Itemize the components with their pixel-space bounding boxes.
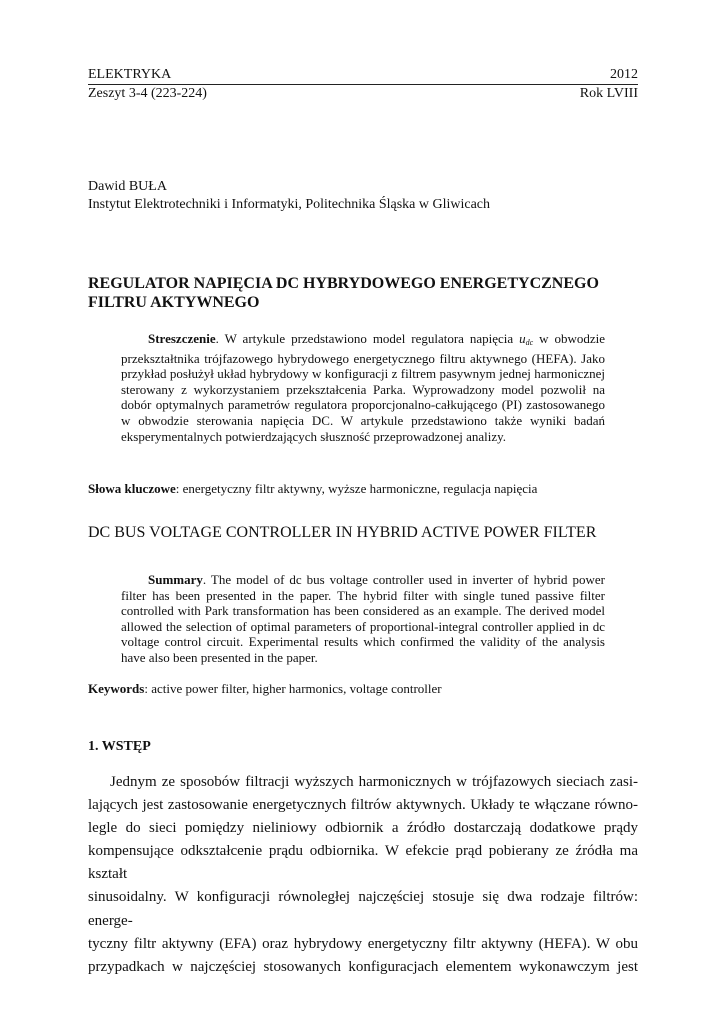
voltage-variable: u (519, 331, 526, 346)
journal-volume: Rok LVIII (579, 86, 638, 101)
abstract-polish-text-b: w obwodzie przekształtnika trójfazowego hybrydowego energetycznego filtru aktywnego (HEFA). Jako przykład posłużył układ hybrydowy w konfiguracji z filtrem pasywnym jednej harmonicznej sterowany z wykorzystaniem przekształcenia Parka. Wyprowadzony model pozwolił na dobór optymalnych parametrów regulatora proporcjonalno-całkującego (PI) zastosowanego w obwodzie sterowania napięcia DC. W artykule przedstawiono także wyniki badań eksperymentalnych potwierdzających słuszność przeprowadzonej analizy. (121, 331, 605, 444)
journal-year: 2012 (610, 67, 638, 82)
author-name: Dawid BUŁA (88, 179, 167, 194)
body-line: legle do sieci pomiędzy nieliniowy odbiornik a źródło dostarczają dodatkowe prądy (88, 820, 638, 837)
body-line: przypadkach w najczęściej stosowanych konfiguracjach elementem wykonawczym jest (88, 958, 638, 975)
keywords-english (88, 681, 648, 697)
author-affiliation: Instytut Elektrotechniki i Informatyki, Politechnika Śląska w Gliwicach (88, 197, 491, 212)
body-line: tyczny filtr aktywny (EFA) oraz hybrydowy energetyczny filtr aktywny (HEFA). W obu (88, 935, 638, 952)
body-line: Jednym ze sposobów filtracji wyższych harmonicznych w trójfazowych sieciach zasi- (110, 774, 638, 790)
journal-issue: Zeszyt 3-4 (223-224) (88, 86, 207, 101)
body-line: kompensujące odkształcenie prądu odbiornika. W efekcie prąd pobierany ze źródła ma kształt (88, 843, 638, 883)
paper-title-english: DC BUS VOLTAGE CONTROLLER IN HYBRID ACTIVE POWER FILTER (88, 524, 597, 541)
abstract-english-label: Summary (148, 572, 203, 587)
section-body (88, 771, 638, 979)
running-header-top (88, 66, 638, 85)
keywords-polish-label: Słowa kluczowe (88, 481, 176, 496)
abstract-polish-label: Streszczenie (148, 331, 216, 346)
keywords-english-label: Keywords (88, 681, 145, 696)
abstract-polish (121, 331, 605, 444)
abstract-polish-text-a: . W artykule przedstawiono model regulatora napięcia (215, 331, 520, 346)
keywords-english-text: : active power filter, higher harmonics, voltage controller (144, 681, 442, 696)
keywords-polish (88, 481, 648, 497)
abstract-english-text: . The model of dc bus voltage controller used in inverter of hybrid power filter has been presented in the paper. The hybrid filter with single tuned passive filter controlled with Park transformation has been considered as an example. The derived model allowed the selection of optimal parameters of proportional-integral controller applied in dc voltage control circuit. Experimental results which confirmed the validity of the analysis have also been presented in the paper. (121, 572, 605, 665)
abstract-english (121, 572, 605, 666)
section-heading: 1. WSTĘP (88, 739, 151, 754)
keywords-polish-text: : energetyczny filtr aktywny, wyższe harmoniczne, regulacja napięcia (175, 481, 538, 496)
voltage-variable-subscript: dc (525, 338, 534, 347)
journal-name: ELEKTRYKA (88, 67, 172, 82)
body-line: lających jest zastosowanie energetycznych filtrów aktywnych. Układy te włączane równo- (88, 797, 638, 814)
paper-title-polish: REGULATOR NAPIĘCIA DC HYBRYDOWEGO ENERGETYCZNEGO FILTRU AKTYWNEGO (88, 275, 599, 311)
running-header-bottom (88, 85, 638, 102)
body-line: sinusoidalny. W konfiguracji równoległej najczęściej stosuje się dwa rodzaje filtrów: energe- (88, 889, 638, 929)
